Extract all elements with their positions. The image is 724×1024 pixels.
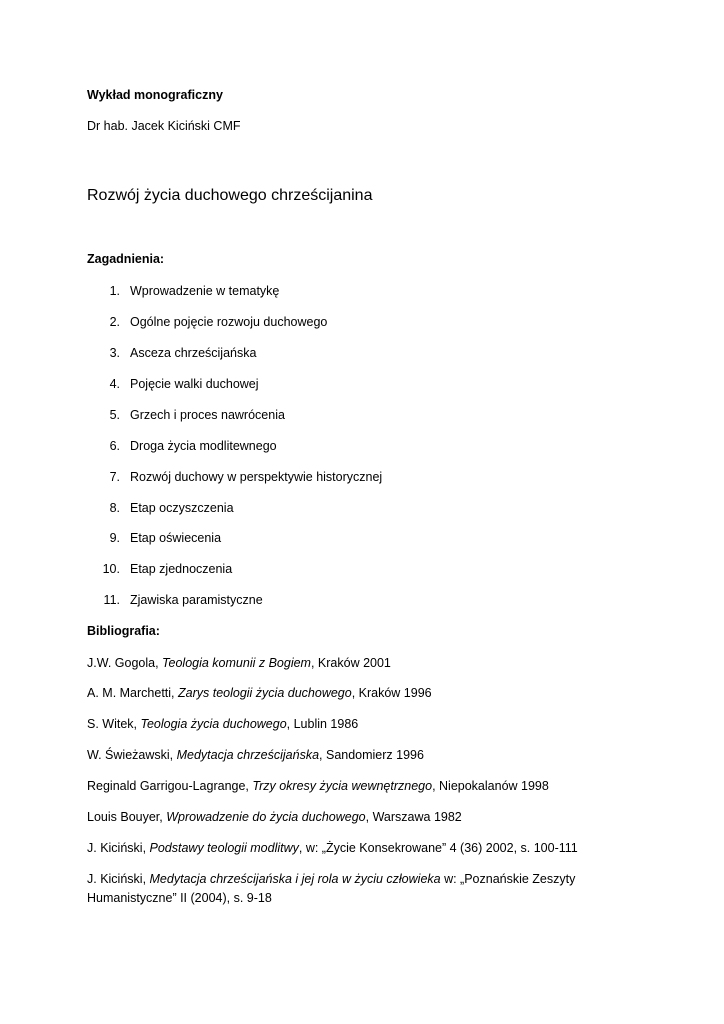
list-item-number: 5. bbox=[109, 408, 120, 422]
list-item-number: 2. bbox=[109, 315, 120, 329]
bibliography-entry bbox=[87, 808, 647, 827]
bib-author: J. Kiciński, bbox=[87, 841, 150, 855]
list-item-number: 9. bbox=[109, 531, 120, 545]
bib-work-title: Teologia życia duchowego bbox=[140, 717, 287, 731]
bib-author: W. Świeżawski, bbox=[87, 748, 177, 762]
bib-work-title: Wprowadzenie do życia duchowego bbox=[166, 810, 366, 824]
bib-publication: , Lublin 1986 bbox=[286, 717, 359, 731]
bibliography-entry bbox=[87, 870, 587, 908]
bib-work-title: Trzy okresy życia wewnętrznego bbox=[252, 779, 433, 793]
bib-work-title: Medytacja chrześcijańska bbox=[176, 748, 320, 762]
list-item-number: 11. bbox=[103, 593, 120, 607]
list-item-number: 7. bbox=[109, 470, 120, 484]
list-item-number: 1. bbox=[109, 284, 120, 298]
list-item-text: Etap oczyszczenia bbox=[130, 501, 234, 515]
bib-publication: , Kraków 1996 bbox=[351, 686, 432, 700]
bibliography-entry bbox=[87, 746, 647, 765]
bib-publication: , w: „Życie Konsekrowane” 4 (36) 2002, s. 100-111 bbox=[298, 841, 578, 855]
list-item-number: 8. bbox=[109, 501, 120, 515]
list-item-text: Asceza chrześcijańska bbox=[130, 346, 257, 360]
list-item-text: Wprowadzenie w tematykę bbox=[130, 284, 280, 298]
bib-publication: , Sandomierz 1996 bbox=[319, 748, 424, 762]
bib-publication: , Warszawa 1982 bbox=[365, 810, 462, 824]
course-type: Wykład monograficzny bbox=[87, 88, 223, 102]
bib-work-title: Medytacja chrześcijańska i jej rola w życiu człowieka bbox=[149, 872, 441, 886]
bib-author: J. Kiciński, bbox=[87, 872, 150, 886]
bibliography-heading: Bibliografia: bbox=[87, 624, 160, 638]
bib-author: J.W. Gogola, bbox=[87, 656, 163, 670]
bib-work-title: Zarys teologii życia duchowego bbox=[178, 686, 352, 700]
list-item-text: Ogólne pojęcie rozwoju duchowego bbox=[130, 315, 328, 329]
list-item-text: Zjawiska paramistyczne bbox=[130, 593, 263, 607]
bib-author: A. M. Marchetti, bbox=[87, 686, 178, 700]
bibliography-entry bbox=[87, 777, 647, 796]
list-item-text: Pojęcie walki duchowej bbox=[130, 377, 259, 391]
list-item-number: 3. bbox=[109, 346, 120, 360]
list-item-text: Grzech i proces nawrócenia bbox=[130, 408, 285, 422]
list-item-text: Rozwój duchowy w perspektywie historycznej bbox=[130, 470, 383, 484]
bib-author: Louis Bouyer, bbox=[87, 810, 167, 824]
lecturer-name: Dr hab. Jacek Kiciński CMF bbox=[87, 119, 241, 133]
list-item-text: Etap zjednoczenia bbox=[130, 562, 233, 576]
list-item-number: 4. bbox=[109, 377, 120, 391]
list-item-number: 10. bbox=[102, 562, 120, 576]
bibliography-entry bbox=[87, 715, 647, 734]
bib-publication: , Kraków 2001 bbox=[310, 656, 391, 670]
list-item-text: Etap oświecenia bbox=[130, 531, 222, 545]
bib-author: Reginald Garrigou-Lagrange, bbox=[87, 779, 253, 793]
list-item-number: 6. bbox=[109, 439, 120, 453]
bib-work-title: Podstawy teologii modlitwy bbox=[149, 841, 299, 855]
bib-work-title: Teologia komunii z Bogiem bbox=[162, 656, 311, 670]
bib-author: S. Witek, bbox=[87, 717, 141, 731]
topics-heading: Zagadnienia: bbox=[87, 252, 165, 266]
bibliography-entry bbox=[87, 684, 647, 703]
bib-publication: w: „Poznańskie Zeszyty Humanistyczne” II (2004), s. 9-18 bbox=[87, 872, 576, 905]
list-item-text: Droga życia modlitewnego bbox=[130, 439, 277, 453]
bibliography-entry bbox=[87, 654, 647, 673]
bibliography-entry bbox=[87, 839, 647, 858]
bib-publication: , Niepokalanów 1998 bbox=[432, 779, 549, 793]
document-title: Rozwój życia duchowego chrześcijanina bbox=[87, 187, 373, 204]
